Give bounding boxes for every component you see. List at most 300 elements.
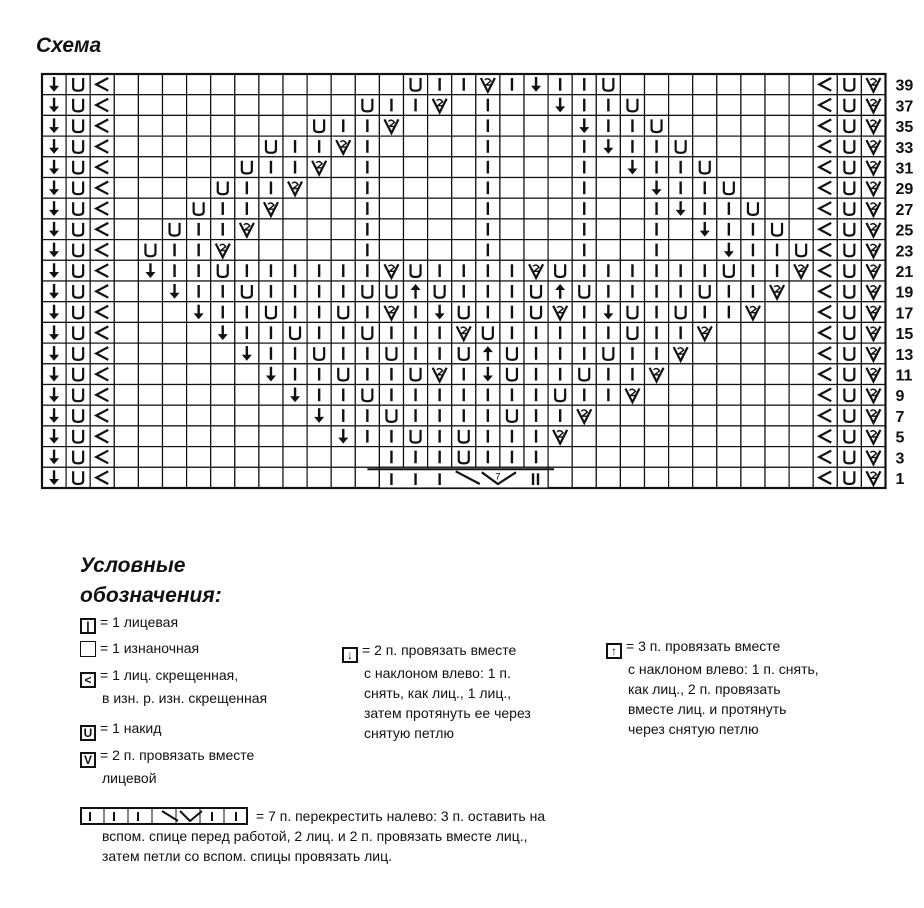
chart-cell: [669, 302, 693, 323]
chart-cell: [476, 343, 500, 364]
chart-cell: [620, 447, 644, 468]
chart-cell: [693, 364, 717, 385]
chart-cell: [379, 281, 403, 302]
chart-cell: [669, 385, 693, 406]
chart-cell: [717, 198, 741, 219]
chart-cell: [645, 240, 669, 261]
chart-cell: [717, 405, 741, 426]
chart-cell: [114, 467, 138, 488]
chart-cell: [669, 405, 693, 426]
chart-cell: [307, 467, 331, 488]
row-number: 15: [895, 326, 914, 344]
chart-cell: [765, 178, 789, 199]
chart-cell: [114, 136, 138, 157]
chart-cell: [548, 364, 572, 385]
chart-cell: [355, 281, 379, 302]
chart-cell: [861, 385, 885, 406]
chart-cell: [717, 343, 741, 364]
chart-cell: [428, 95, 452, 116]
chart-cell: [476, 219, 500, 240]
chart-cell: [283, 95, 307, 116]
chart-cell: [548, 74, 572, 95]
chart-cell: [620, 198, 644, 219]
chart-cell: [596, 260, 620, 281]
chart-cell: [741, 240, 765, 261]
chart-cell: [90, 364, 114, 385]
chart-cell: [452, 219, 476, 240]
chart-cell: [114, 260, 138, 281]
chart-cell: [331, 260, 355, 281]
left-dec-symbol: ↓: [342, 647, 358, 663]
chart-cell: [259, 198, 283, 219]
chart-cell: [404, 385, 428, 406]
chart-cell: [283, 219, 307, 240]
chart-cell: [90, 74, 114, 95]
chart-cell: [693, 447, 717, 468]
chart-cell: [163, 302, 187, 323]
chart-cell: [138, 385, 162, 406]
chart-cell: [114, 115, 138, 136]
chart-cell: [813, 281, 837, 302]
chart-cell: [813, 385, 837, 406]
chart-cell: [259, 447, 283, 468]
chart-cell: [187, 95, 211, 116]
legend-title-line1: Условные: [80, 554, 186, 577]
chart-cell: [765, 219, 789, 240]
chart-cell: [452, 385, 476, 406]
chart-cell: [789, 157, 813, 178]
chart-cell: [404, 74, 428, 95]
chart-cell: [355, 157, 379, 178]
chart-cell: [331, 343, 355, 364]
chart-cell: [66, 115, 90, 136]
chart-cell: [813, 447, 837, 468]
chart-cell: [861, 178, 885, 199]
chart-cell: [187, 240, 211, 261]
chart-cell: [693, 467, 717, 488]
chart-cell: [669, 95, 693, 116]
chart-cell: [452, 281, 476, 302]
chart-cell: [428, 364, 452, 385]
row-number: 39: [895, 77, 914, 95]
chart-cell: [548, 405, 572, 426]
chart-cell: [307, 426, 331, 447]
chart-cell: [187, 385, 211, 406]
chart-cell: [355, 302, 379, 323]
chart-cell: [404, 302, 428, 323]
chart-cell: [379, 198, 403, 219]
chart-cell: [789, 447, 813, 468]
chart-cell: [355, 240, 379, 261]
chart-cell: [789, 343, 813, 364]
chart-cell: [572, 426, 596, 447]
chart-cell: [211, 219, 235, 240]
chart-cell: [837, 136, 861, 157]
chart-cell: [572, 281, 596, 302]
chart-cell: [789, 364, 813, 385]
chart-cell: [669, 343, 693, 364]
chart-cell: [114, 240, 138, 261]
chart-cell: [476, 240, 500, 261]
chart-cell: [620, 385, 644, 406]
chart-cell: [813, 343, 837, 364]
chart-cell: [379, 115, 403, 136]
chart-cell: [861, 364, 885, 385]
legend-three-dec-text-1: = 3 п. провязать вместе: [626, 638, 781, 654]
chart-cell: [211, 364, 235, 385]
chart-cell: [307, 322, 331, 343]
chart-cell: [90, 405, 114, 426]
chart-cell: [620, 95, 644, 116]
chart-cell: [500, 178, 524, 199]
chart-cell: [379, 178, 403, 199]
chart-cell: [90, 322, 114, 343]
chart-cell: [452, 136, 476, 157]
chart-cell: [90, 385, 114, 406]
yarn-over-symbol: U: [80, 725, 96, 741]
legend-k2tog-text-2: лицевой: [102, 770, 157, 786]
chart-cell: [596, 240, 620, 261]
chart-cell: [500, 281, 524, 302]
chart-cell: [837, 281, 861, 302]
row-number: 9: [895, 388, 905, 406]
chart-cell: [572, 405, 596, 426]
chart-cell: [187, 405, 211, 426]
chart-cell: [379, 447, 403, 468]
chart-cell: [235, 219, 259, 240]
chart-cell: [524, 322, 548, 343]
chart-cell: [524, 281, 548, 302]
chart-cell: [596, 219, 620, 240]
chart-cell: [235, 405, 259, 426]
legend-purl-text: = 1 изнаночная: [100, 640, 200, 656]
chart-cell: [428, 343, 452, 364]
chart-cell: [717, 447, 741, 468]
chart-cell: [813, 219, 837, 240]
chart-cell: [163, 136, 187, 157]
chart-cell: [596, 385, 620, 406]
chart-cell: [645, 343, 669, 364]
chart-cell: [331, 405, 355, 426]
chart-cell: [331, 136, 355, 157]
chart-cell: [500, 447, 524, 468]
chart-cell: [717, 364, 741, 385]
chart-cell: [741, 178, 765, 199]
chart-cell: [789, 178, 813, 199]
chart-cell: [66, 385, 90, 406]
chart-cell: [114, 447, 138, 468]
chart-cell: [596, 405, 620, 426]
row-number: 1: [895, 471, 905, 488]
chart-cell: [524, 260, 548, 281]
chart-cell: [283, 385, 307, 406]
chart-cell: [524, 343, 548, 364]
legend-three-dec: [606, 636, 819, 739]
chart-cell: [524, 405, 548, 426]
chart-cell: [596, 447, 620, 468]
chart-cell: [138, 95, 162, 116]
chart-cell: [693, 343, 717, 364]
chart-cell: [645, 385, 669, 406]
chart-cell: [259, 426, 283, 447]
chart-cell: [187, 467, 211, 488]
chart-cell: [307, 136, 331, 157]
chart-cell: [283, 178, 307, 199]
chart-cell: [789, 74, 813, 95]
chart-cell: [717, 115, 741, 136]
chart-cell: [211, 136, 235, 157]
chart-cell: [42, 467, 66, 488]
chart-cell: [114, 198, 138, 219]
row-number: 33: [895, 139, 914, 157]
chart-cell: [163, 74, 187, 95]
chart-cell: [259, 385, 283, 406]
chart-cell: [138, 447, 162, 468]
chart-cell: [789, 405, 813, 426]
chart-cell: [500, 405, 524, 426]
chart-cell: [500, 260, 524, 281]
chart-cell: [355, 385, 379, 406]
chart-cell: [187, 364, 211, 385]
chart-cell: [620, 157, 644, 178]
chart-cell: [163, 405, 187, 426]
chart-cell: [404, 240, 428, 261]
chart-cell: [66, 447, 90, 468]
chart-cell: [645, 95, 669, 116]
row-number: 29: [895, 181, 914, 199]
chart-cell: [90, 281, 114, 302]
chart-cell: [259, 364, 283, 385]
chart-cell: [259, 281, 283, 302]
chart-cell: [283, 281, 307, 302]
chart-cell: [572, 157, 596, 178]
chart-cell: [428, 178, 452, 199]
chart-cell: [379, 322, 403, 343]
chart-cell: [596, 322, 620, 343]
chart-cell: [428, 260, 452, 281]
chart-cell: [452, 95, 476, 116]
chart-cell: [861, 240, 885, 261]
chart-cell: [500, 157, 524, 178]
chart-cell: [42, 364, 66, 385]
chart-cell: [669, 447, 693, 468]
chart-cell: [524, 157, 548, 178]
chart-cell: [66, 219, 90, 240]
chart-cell: [476, 115, 500, 136]
chart-cell: [211, 260, 235, 281]
chart-cell: [138, 343, 162, 364]
chart-cell: [548, 322, 572, 343]
chart-cell: [524, 198, 548, 219]
chart-cell: [524, 178, 548, 199]
chart-cell: [620, 260, 644, 281]
chart-cell: [645, 364, 669, 385]
chart-cell: [476, 198, 500, 219]
chart-cell: [163, 281, 187, 302]
chart-cell: [452, 364, 476, 385]
chart-cell: [548, 178, 572, 199]
chart-cell: [452, 447, 476, 468]
chart-cell: [211, 240, 235, 261]
chart-cell: [500, 136, 524, 157]
legend-purl: [80, 638, 199, 658]
chart-cell: [789, 219, 813, 240]
chart-cell: [693, 74, 717, 95]
chart-cell: [813, 136, 837, 157]
chart-cell: [524, 364, 548, 385]
chart-cell: [355, 95, 379, 116]
chart-cell: [789, 426, 813, 447]
chart-cell: [259, 302, 283, 323]
chart-cell: [524, 219, 548, 240]
chart-cell: [42, 343, 66, 364]
chart-cell: [645, 178, 669, 199]
chart-cell: [645, 136, 669, 157]
chart-cell: [235, 467, 259, 488]
chart-cell: [235, 157, 259, 178]
chart-cell: [572, 74, 596, 95]
chart-cell: [307, 405, 331, 426]
chart-cell: [669, 178, 693, 199]
chart-cell: [355, 364, 379, 385]
chart-cell: [259, 467, 283, 488]
legend-three-dec-text-4: вместе лиц. и протянуть: [628, 701, 787, 717]
chart-cell: [620, 178, 644, 199]
legend-twisted-text-1: = 1 лиц. скрещенная,: [100, 667, 239, 683]
chart-cell: [355, 136, 379, 157]
chart-cell: [187, 198, 211, 219]
chart-cell: [42, 385, 66, 406]
chart-cell: [187, 219, 211, 240]
chart-cell: [500, 95, 524, 116]
chart-cell: [187, 115, 211, 136]
legend-yarn-over-text: = 1 накид: [100, 720, 162, 736]
chart-cell: [813, 426, 837, 447]
chart-cell: [861, 95, 885, 116]
chart-cell: [693, 426, 717, 447]
chart-cell: [163, 385, 187, 406]
chart-cell: [66, 343, 90, 364]
chart-cell: [211, 115, 235, 136]
chart-cell: [90, 447, 114, 468]
chart-cell: [741, 260, 765, 281]
legend-left-dec-text-1: = 2 п. провязать вместе: [362, 642, 517, 658]
chart-cell: [355, 343, 379, 364]
chart-cell: [379, 219, 403, 240]
chart-cell: [620, 467, 644, 488]
legend-left-dec-text-5: снятую петлю: [364, 725, 454, 741]
chart-cell: [741, 115, 765, 136]
chart-cell: [283, 405, 307, 426]
chart-cell: [524, 385, 548, 406]
chart-cell: [620, 426, 644, 447]
chart-cell: [283, 426, 307, 447]
chart-cell: [693, 157, 717, 178]
chart-cell: [404, 343, 428, 364]
row-number: 35: [895, 119, 914, 137]
chart-cell: [138, 364, 162, 385]
chart-cell: [235, 95, 259, 116]
chart-cell: [307, 281, 331, 302]
chart-cell: [741, 302, 765, 323]
chart-cell: [138, 281, 162, 302]
chart-cell: [476, 364, 500, 385]
chart-cell: [669, 364, 693, 385]
chart-cell: [620, 115, 644, 136]
chart-cell: [765, 385, 789, 406]
chart-cell: [596, 467, 620, 488]
chart-cell: [283, 198, 307, 219]
cross-stitch-band: [367, 467, 554, 488]
chart-cell: [789, 467, 813, 488]
row-number: 23: [895, 243, 914, 261]
chart-cell: [765, 95, 789, 116]
chart-cell: [741, 405, 765, 426]
chart-cell: [476, 302, 500, 323]
chart-cell: [861, 115, 885, 136]
chart-cell: [404, 157, 428, 178]
legend-three-dec-text-3: как лиц., 2 п. провязать: [628, 681, 781, 697]
chart-cell: [211, 281, 235, 302]
chart-cell: [669, 136, 693, 157]
legend-left-dec-text-2: с наклоном влево: 1 п.: [364, 665, 511, 681]
legend-knit-text: = 1 лицевая: [100, 614, 179, 630]
chart-cell: [379, 260, 403, 281]
chart-cell: [331, 157, 355, 178]
chart-cell: [765, 302, 789, 323]
chart-cell: [163, 364, 187, 385]
chart-cell: [837, 74, 861, 95]
chart-cell: [187, 260, 211, 281]
chart-cell: [452, 115, 476, 136]
chart-cell: [669, 281, 693, 302]
chart-cell: [837, 302, 861, 323]
chart-cell: [307, 260, 331, 281]
chart-cell: [307, 343, 331, 364]
chart-cell: [331, 302, 355, 323]
chart-cell: [187, 178, 211, 199]
chart-cell: [259, 405, 283, 426]
chart-cell: [741, 343, 765, 364]
chart-cell: [789, 198, 813, 219]
chart-cell: [596, 302, 620, 323]
chart-cell: [717, 281, 741, 302]
chart-cell: [163, 447, 187, 468]
chart-cell: [861, 198, 885, 219]
chart-cell: [717, 178, 741, 199]
chart-cell: [428, 405, 452, 426]
chart-cell: [789, 240, 813, 261]
chart-cell: [572, 302, 596, 323]
chart-cell: [548, 260, 572, 281]
chart-cell: [42, 136, 66, 157]
chart-cell: [235, 260, 259, 281]
chart-cell: [717, 322, 741, 343]
chart-cell: [524, 95, 548, 116]
chart-cell: [837, 115, 861, 136]
chart-cell: [861, 136, 885, 157]
chart-cell: [66, 74, 90, 95]
chart-cell: [90, 95, 114, 116]
chart-cell: [114, 405, 138, 426]
chart-cell: [404, 447, 428, 468]
chart-cell: [163, 198, 187, 219]
chart-cell: [837, 385, 861, 406]
chart-cell: [66, 426, 90, 447]
chart-cell: [548, 136, 572, 157]
chart-cell: [66, 198, 90, 219]
chart-cell: [572, 343, 596, 364]
